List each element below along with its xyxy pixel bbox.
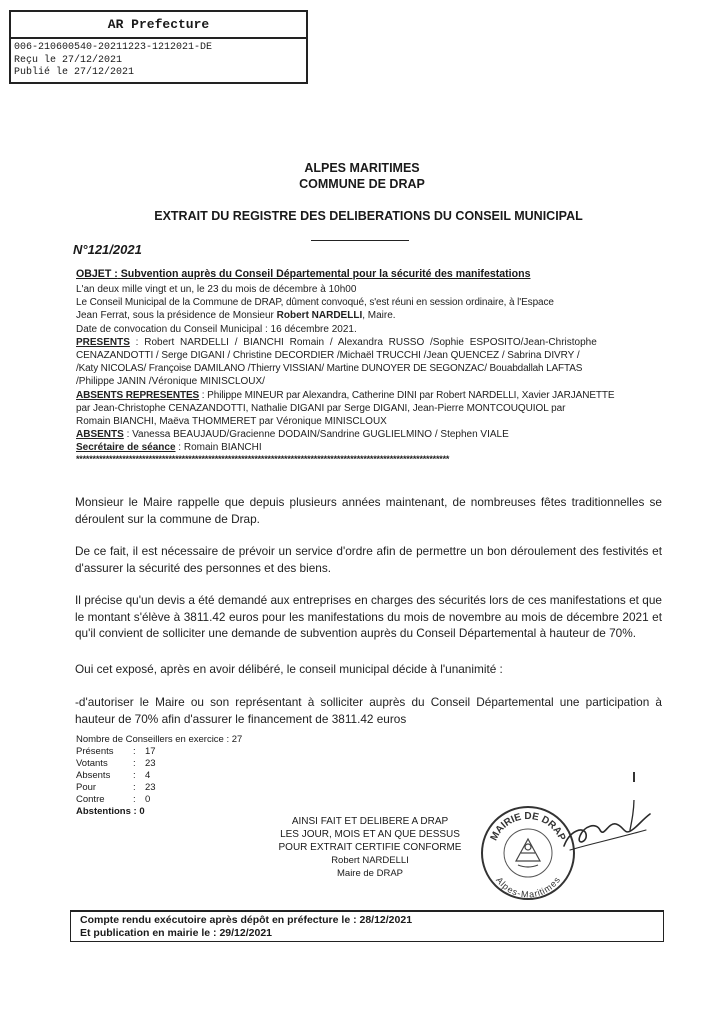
mayor-name: Robert NARDELLI: [276, 310, 363, 322]
vote-row: Absents : 4: [76, 770, 151, 781]
signature-line-1: AINSI FAIT ET DELIBERE A DRAP: [291, 816, 449, 827]
seal-emblem-icon: [516, 839, 540, 867]
presents-line-3: /Katy NICOLAS/ Françoise DAMILANO /Thierry VISSIAN/ Martine DUNOYER DE SEGONZAC/ Bouabdallah LAFTAS: [76, 363, 583, 375]
secretary-line: Secrétaire de séance : Romain BIANCHI: [76, 442, 262, 454]
vote-row: Pour : 23: [76, 782, 156, 793]
vote-tally: [76, 734, 242, 818]
session-date: L'an deux mille vingt et un, le 23 du mois de décembre à 10h00: [76, 284, 357, 295]
commune-heading: COMMUNE DE DRAP: [299, 177, 425, 191]
seal-top-text: MAIRIE DE DRAP: [488, 811, 568, 843]
session-president-text: Jean Ferrat, sous la présidence de Monsieur: [76, 310, 277, 322]
absents-line: ABSENTS : Vanessa BEAUJAUD/Gracienne DODAIN/Sandrine GUGLIELMINO / Stephen VIALE: [76, 429, 509, 441]
vote-row: Contre : 0: [76, 794, 151, 805]
stamp-received-date: Reçu le 27/12/2021: [14, 54, 123, 66]
footer-publication-line: Et publication en mairie le : 29/12/2021: [80, 927, 272, 939]
stamp-published-date: Publié le 27/12/2021: [14, 67, 135, 78]
paragraph-decision: Oui cet exposé, après en avoir délibéré, le conseil municipal décide à l'unanimité :: [75, 662, 503, 676]
session-convened: Le Conseil Municipal de la Commune de DRAP, dûment convoqué, s'est réuni en session ordinaire, à l'Espace: [76, 297, 554, 309]
paragraph-necessity: De ce fait, il est nécessaire de prévoir un service d'ordre afin de permettre un bon déroulement des festivités et d'assurer la sécurité des personnes et des biens.: [75, 544, 662, 575]
objet-line: [76, 268, 530, 280]
secretary-label: Secrétaire de séance: [76, 442, 176, 454]
absents-label: ABSENTS: [76, 429, 124, 441]
represented-label: ABSENTS REPRESENTES: [76, 389, 200, 401]
department-heading: ALPES MARITIMES: [304, 161, 420, 175]
register-heading: EXTRAIT DU REGISTRE DES DELIBERATIONS DU CONSEIL MUNICIPAL: [154, 209, 583, 223]
seal-bottom-text: Alpes-Maritimes: [494, 875, 562, 900]
signature-block: [270, 815, 470, 880]
footer-box: [70, 910, 664, 942]
presents-line-2: CENAZANDOTTI / Serge DIGANI / Christine DECORDIER /Michaël TRUCCHI /Jean QUENCEZ / Sabrina DIVRY /: [76, 350, 580, 362]
signatory-name: Robert NARDELLI: [331, 855, 409, 866]
vote-total: Nombre de Conseillers en exercice : 27: [76, 734, 243, 745]
represented-line-3: Romain BIANCHI, Maëva THOMMERET par Véronique MINISCLOUX: [76, 416, 387, 428]
signature-line-3: POUR EXTRAIT CERTIFIE CONFORME: [278, 842, 462, 853]
session-info: [76, 283, 666, 463]
presents-line-4: /Philippe JANIN /Véronique MINISCLOUX/: [76, 376, 265, 388]
signatory-role: Maire de DRAP: [337, 868, 403, 879]
presents-label: PRESENTS: [76, 336, 130, 348]
presents-line-1: PRESENTS : Robert NARDELLI / BIANCHI Romain / Alexandra RUSSO /Sophie ESPOSITO/Jean-Christophe: [76, 336, 597, 348]
represented-line-1: ABSENTS REPRESENTES : Philippe MINEUR par Alexandra, Catherine DINI par Robert NARDELLI, Xavier JARJANETTE: [76, 389, 615, 401]
vote-abstentions: Abstentions : 0: [76, 806, 145, 817]
represented-line-2: par Jean-Christophe CENAZANDOTTI, Nathalie DIGANI par Serge DIGANI, Jean-Pierre MONTCOUQUIOL par: [76, 402, 566, 414]
heading-divider: [311, 240, 409, 241]
vote-row: Présents : 17: [76, 746, 156, 757]
vote-row: Votants : 23: [76, 758, 156, 769]
convocation-date: Date de convocation du Conseil Municipal : 16 décembre 2021.: [76, 323, 357, 335]
paragraph-quote: Il précise qu'un devis a été demandé aux entreprises en charges des sécurités lors de ces manifestations et que le montant s'élève à 3811.42 euros pour les manifestations du mois de novembre au mois de décembre 2021 et qu'il convient de solliciter une demande de subvention auprès du Conseil Départemental à hauteur de 70%.: [75, 593, 662, 640]
objet-label: OBJET :: [76, 268, 118, 280]
handwritten-signature: [550, 800, 660, 860]
stamp-reference: 006-210600540-20211223-1212021-DE: [14, 42, 213, 53]
mayor-title: , Maire.: [362, 310, 396, 322]
ink-mark: [633, 772, 635, 782]
paragraph-reminder: Monsieur le Maire rappelle que depuis plusieurs années maintenant, de nombreuses fêtes traditionnelles se déroulent sur la commune de Drap.: [75, 495, 662, 526]
signature-line-2: LES JOUR, MOIS ET AN QUE DESSUS: [280, 829, 460, 840]
stamp-header: AR Prefecture: [11, 12, 306, 39]
footer-executory-line: Compte rendu exécutoire après dépôt en préfecture le : 28/12/2021: [80, 914, 413, 926]
prefecture-stamp: [9, 10, 308, 84]
separator-line: *****************************************************************************************************************: [76, 454, 450, 463]
paragraph-authorization: -d'autoriser le Maire ou son représentant à solliciter auprès du Conseil Départemental une participation à hauteur de 70% afin d'assurer le financement de 3811.42 euros: [75, 695, 662, 726]
deliberation-number: N°121/2021: [73, 242, 142, 257]
objet-text: Subvention auprès du Conseil Départemental pour la sécurité des manifestations: [117, 268, 531, 280]
